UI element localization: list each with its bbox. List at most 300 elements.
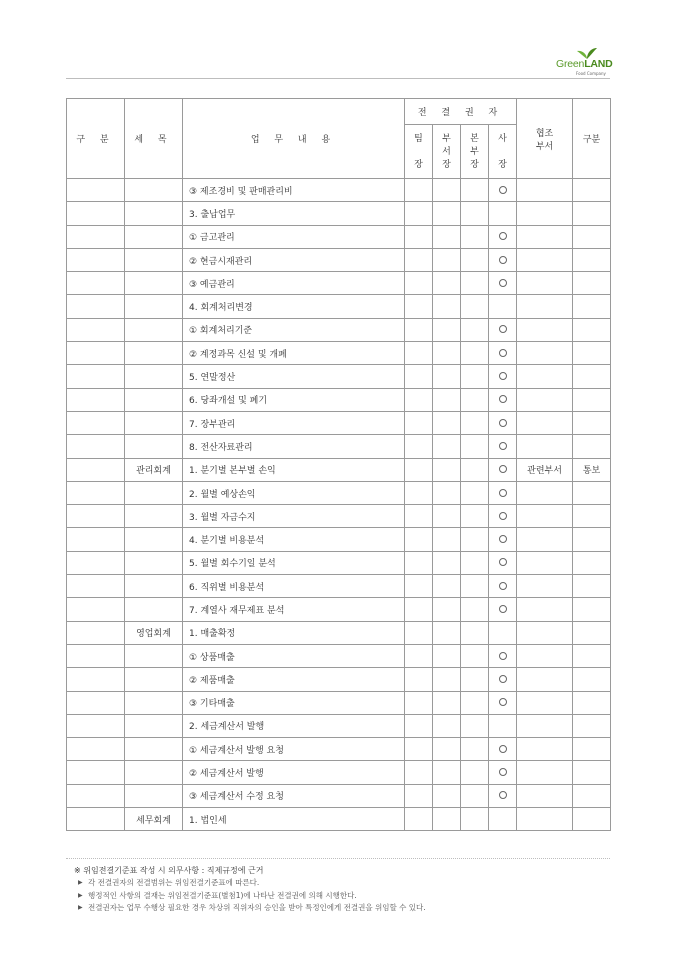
- cell-approval-dept: [433, 598, 461, 621]
- cell-category: [67, 644, 125, 667]
- cell-kind: [573, 598, 611, 621]
- notes-list: [74, 877, 604, 915]
- cell-category: [67, 784, 125, 807]
- cell-approval-pres: [489, 644, 517, 667]
- approval-circle-icon: [499, 279, 507, 287]
- cell-coop-dept: [517, 481, 573, 504]
- cell-approval-team: [405, 318, 433, 341]
- cell-subject: [125, 411, 183, 434]
- cell-category: [67, 435, 125, 458]
- cell-approval-pres: [489, 179, 517, 202]
- cell-content: 8. 전산자료관리: [183, 435, 405, 458]
- cell-approval-div: [461, 575, 489, 598]
- cell-approval-pres: [489, 551, 517, 574]
- cell-approval-div: [461, 528, 489, 551]
- table-row: [67, 411, 611, 434]
- cell-subject: [125, 668, 183, 691]
- cell-kind: [573, 738, 611, 761]
- cell-category: [67, 808, 125, 831]
- cell-category: [67, 225, 125, 248]
- cell-coop-dept: [517, 644, 573, 667]
- cell-category: [67, 365, 125, 388]
- cell-approval-div: [461, 668, 489, 691]
- cell-approval-pres: [489, 575, 517, 598]
- cell-content: 1. 매출확정: [183, 621, 405, 644]
- cell-approval-team: [405, 458, 433, 481]
- cell-coop-dept: [517, 738, 573, 761]
- cell-content: ③ 기타매출: [183, 691, 405, 714]
- cell-approval-pres: [489, 481, 517, 504]
- cell-content: ② 현금시재관리: [183, 248, 405, 271]
- cell-subject: [125, 551, 183, 574]
- cell-approval-team: [405, 528, 433, 551]
- cell-content: 4. 회계처리변경: [183, 295, 405, 318]
- cell-category: [67, 598, 125, 621]
- approval-circle-icon: [499, 442, 507, 450]
- cell-category: [67, 318, 125, 341]
- table-row: [67, 318, 611, 341]
- cell-approval-pres: [489, 388, 517, 411]
- cell-approval-team: [405, 272, 433, 295]
- table-row: [67, 668, 611, 691]
- cell-kind: [573, 644, 611, 667]
- approval-circle-icon: [499, 605, 507, 613]
- cell-approval-div: [461, 388, 489, 411]
- cell-approval-team: [405, 435, 433, 458]
- cell-approval-dept: [433, 225, 461, 248]
- cell-content: 2. 세금계산서 발행: [183, 714, 405, 737]
- approval-circle-icon: [499, 186, 507, 194]
- cell-approval-dept: [433, 481, 461, 504]
- cell-approval-dept: [433, 808, 461, 831]
- cell-coop-dept: [517, 225, 573, 248]
- cell-approval-team: [405, 481, 433, 504]
- cell-approval-div: [461, 179, 489, 202]
- cell-category: [67, 575, 125, 598]
- cell-subject: [125, 575, 183, 598]
- cell-coop-dept: [517, 505, 573, 528]
- cell-kind: [573, 318, 611, 341]
- bullet-triangle-icon: ▶: [78, 904, 83, 911]
- cell-coop-dept: [517, 365, 573, 388]
- cell-approval-pres: [489, 714, 517, 737]
- cell-kind: [573, 575, 611, 598]
- cell-kind: [573, 435, 611, 458]
- table-row: [67, 388, 611, 411]
- cell-kind: [573, 179, 611, 202]
- cell-approval-team: [405, 248, 433, 271]
- cell-approval-div: [461, 784, 489, 807]
- cell-category: [67, 691, 125, 714]
- header-president: 사 장: [489, 125, 517, 179]
- table-row: [67, 435, 611, 458]
- cell-category: [67, 505, 125, 528]
- cell-approval-div: [461, 435, 489, 458]
- table-row: [67, 808, 611, 831]
- table-row: [67, 784, 611, 807]
- footer-divider: [66, 858, 610, 859]
- note-item: ▶ 각 전결권자의 전결범위는 위임전결기준표에 따른다.: [74, 877, 604, 890]
- cell-approval-pres: [489, 342, 517, 365]
- cell-subject: [125, 481, 183, 504]
- cell-approval-div: [461, 458, 489, 481]
- cell-approval-dept: [433, 435, 461, 458]
- cell-approval-team: [405, 738, 433, 761]
- cell-category: [67, 295, 125, 318]
- cell-coop-dept: [517, 318, 573, 341]
- cell-approval-dept: [433, 668, 461, 691]
- table-row: [67, 295, 611, 318]
- cell-subject: [125, 225, 183, 248]
- cell-kind: [573, 551, 611, 574]
- header-content: 업 무 내 용: [183, 99, 405, 179]
- cell-approval-pres: [489, 808, 517, 831]
- table-row: [67, 458, 611, 481]
- cell-category: [67, 738, 125, 761]
- cell-approval-dept: [433, 575, 461, 598]
- cell-content: ① 세금계산서 발행 요청: [183, 738, 405, 761]
- cell-approval-dept: [433, 784, 461, 807]
- cell-approval-dept: [433, 551, 461, 574]
- cell-approval-dept: [433, 342, 461, 365]
- approval-circle-icon: [499, 489, 507, 497]
- cell-approval-team: [405, 295, 433, 318]
- cell-approval-pres: [489, 411, 517, 434]
- cell-kind: [573, 784, 611, 807]
- cell-coop-dept: [517, 272, 573, 295]
- cell-content: ② 제품매출: [183, 668, 405, 691]
- cell-content: ② 세금계산서 발행: [183, 761, 405, 784]
- cell-content: 1. 법인세: [183, 808, 405, 831]
- cell-category: [67, 761, 125, 784]
- cell-subject: 세무회계: [125, 808, 183, 831]
- cell-content: ③ 세금계산서 수정 요청: [183, 784, 405, 807]
- cell-approval-pres: [489, 248, 517, 271]
- table-row: [67, 505, 611, 528]
- cell-approval-div: [461, 808, 489, 831]
- bullet-triangle-icon: ▶: [78, 891, 83, 899]
- cell-approval-div: [461, 202, 489, 225]
- cell-approval-dept: [433, 644, 461, 667]
- cell-coop-dept: [517, 668, 573, 691]
- cell-approval-dept: [433, 505, 461, 528]
- approval-circle-icon: [499, 791, 507, 799]
- cell-approval-team: [405, 761, 433, 784]
- cell-category: [67, 668, 125, 691]
- cell-kind: [573, 808, 611, 831]
- cell-subject: [125, 272, 183, 295]
- cell-approval-pres: [489, 365, 517, 388]
- cell-subject: [125, 365, 183, 388]
- approval-circle-icon: [499, 256, 507, 264]
- table-row: [67, 644, 611, 667]
- cell-approval-div: [461, 365, 489, 388]
- cell-subject: [125, 179, 183, 202]
- cell-approval-team: [405, 714, 433, 737]
- approval-circle-icon: [499, 232, 507, 240]
- table-row: [67, 621, 611, 644]
- cell-content: ② 계정과목 신설 및 개폐: [183, 342, 405, 365]
- cell-approval-team: [405, 365, 433, 388]
- cell-content: ③ 예금관리: [183, 272, 405, 295]
- cell-approval-div: [461, 598, 489, 621]
- cell-subject: [125, 691, 183, 714]
- cell-approval-div: [461, 481, 489, 504]
- cell-approval-dept: [433, 248, 461, 271]
- table-row: [67, 225, 611, 248]
- approval-circle-icon: [499, 465, 507, 473]
- cell-content: 7. 장부관리: [183, 411, 405, 434]
- cell-category: [67, 202, 125, 225]
- cell-approval-team: [405, 784, 433, 807]
- cell-approval-div: [461, 551, 489, 574]
- cell-approval-dept: [433, 295, 461, 318]
- table-row: [67, 272, 611, 295]
- cell-subject: [125, 505, 183, 528]
- cell-approval-team: [405, 621, 433, 644]
- table-row: [67, 202, 611, 225]
- cell-category: [67, 179, 125, 202]
- table-row: [67, 528, 611, 551]
- table-row: [67, 342, 611, 365]
- cell-approval-pres: [489, 761, 517, 784]
- cell-coop-dept: [517, 714, 573, 737]
- logo-tagline: Food Company: [576, 71, 606, 76]
- cell-coop-dept: [517, 248, 573, 271]
- cell-approval-pres: [489, 738, 517, 761]
- cell-approval-dept: [433, 738, 461, 761]
- table-row: [67, 551, 611, 574]
- header-subject: 세 목: [125, 99, 183, 179]
- cell-coop-dept: [517, 551, 573, 574]
- approval-circle-icon: [499, 372, 507, 380]
- cell-approval-div: [461, 272, 489, 295]
- cell-approval-div: [461, 318, 489, 341]
- cell-approval-div: [461, 714, 489, 737]
- cell-approval-div: [461, 248, 489, 271]
- cell-category: [67, 714, 125, 737]
- cell-coop-dept: [517, 528, 573, 551]
- cell-subject: [125, 784, 183, 807]
- cell-approval-div: [461, 738, 489, 761]
- cell-category: [67, 481, 125, 504]
- cell-subject: [125, 248, 183, 271]
- cell-approval-pres: [489, 318, 517, 341]
- approval-circle-icon: [499, 745, 507, 753]
- cell-kind: [573, 691, 611, 714]
- cell-category: [67, 342, 125, 365]
- cell-kind: [573, 248, 611, 271]
- cell-kind: [573, 342, 611, 365]
- cell-approval-team: [405, 691, 433, 714]
- cell-approval-pres: [489, 691, 517, 714]
- cell-approval-dept: [433, 202, 461, 225]
- cell-kind: [573, 761, 611, 784]
- delegation-table: [66, 98, 611, 831]
- cell-approval-pres: [489, 505, 517, 528]
- cell-kind: [573, 388, 611, 411]
- cell-coop-dept: [517, 295, 573, 318]
- cell-content: 4. 분기별 비용분석: [183, 528, 405, 551]
- cell-approval-pres: [489, 668, 517, 691]
- header-division-head: 본 부 장: [461, 125, 489, 179]
- table-row: [67, 365, 611, 388]
- cell-approval-team: [405, 644, 433, 667]
- greenland-logo: [556, 47, 616, 75]
- logo-wordmark: GreenLAND: [556, 58, 613, 70]
- cell-subject: [125, 295, 183, 318]
- cell-category: [67, 621, 125, 644]
- cell-subject: [125, 714, 183, 737]
- cell-approval-div: [461, 342, 489, 365]
- cell-subject: [125, 761, 183, 784]
- cell-coop-dept: [517, 784, 573, 807]
- cell-approval-dept: [433, 318, 461, 341]
- header-divider: [66, 78, 610, 79]
- cell-coop-dept: [517, 761, 573, 784]
- cell-content: 3. 출납업무: [183, 202, 405, 225]
- cell-approval-dept: [433, 388, 461, 411]
- cell-approval-div: [461, 411, 489, 434]
- table-row: [67, 598, 611, 621]
- cell-subject: [125, 435, 183, 458]
- cell-approval-dept: [433, 691, 461, 714]
- cell-kind: [573, 528, 611, 551]
- approval-circle-icon: [499, 419, 507, 427]
- cell-kind: [573, 272, 611, 295]
- approval-circle-icon: [499, 349, 507, 357]
- cell-approval-div: [461, 621, 489, 644]
- cell-approval-dept: [433, 411, 461, 434]
- cell-kind: [573, 668, 611, 691]
- cell-approval-div: [461, 644, 489, 667]
- cell-approval-div: [461, 761, 489, 784]
- header-category: 구 분: [67, 99, 125, 179]
- header-team-leader: 팀 장: [405, 125, 433, 179]
- cell-approval-pres: [489, 225, 517, 248]
- approval-circle-icon: [499, 512, 507, 520]
- cell-approval-team: [405, 575, 433, 598]
- cell-approval-pres: [489, 272, 517, 295]
- table-row: [67, 575, 611, 598]
- cell-approval-pres: [489, 458, 517, 481]
- table-row: [67, 691, 611, 714]
- cell-coop-dept: [517, 435, 573, 458]
- cell-kind: [573, 481, 611, 504]
- cell-approval-pres: [489, 528, 517, 551]
- cell-coop-dept: [517, 179, 573, 202]
- cell-subject: [125, 644, 183, 667]
- cell-content: 6. 직위별 비용분석: [183, 575, 405, 598]
- cell-approval-dept: [433, 528, 461, 551]
- header-approval-group: 전 결 권 자: [405, 99, 517, 125]
- cell-subject: [125, 318, 183, 341]
- cell-approval-team: [405, 388, 433, 411]
- cell-approval-team: [405, 808, 433, 831]
- cell-coop-dept: 관련부서: [517, 458, 573, 481]
- approval-circle-icon: [499, 535, 507, 543]
- cell-category: [67, 458, 125, 481]
- cell-approval-dept: [433, 761, 461, 784]
- cell-subject: [125, 388, 183, 411]
- cell-coop-dept: [517, 388, 573, 411]
- cell-approval-team: [405, 668, 433, 691]
- cell-approval-dept: [433, 365, 461, 388]
- approval-circle-icon: [499, 675, 507, 683]
- cell-category: [67, 248, 125, 271]
- cell-subject: [125, 342, 183, 365]
- cell-approval-div: [461, 505, 489, 528]
- header-dept-head: 부 서 장: [433, 125, 461, 179]
- cell-content: ① 상품매출: [183, 644, 405, 667]
- cell-approval-div: [461, 295, 489, 318]
- cell-category: [67, 411, 125, 434]
- cell-approval-team: [405, 342, 433, 365]
- cell-category: [67, 272, 125, 295]
- cell-kind: [573, 505, 611, 528]
- table-row: [67, 481, 611, 504]
- cell-category: [67, 528, 125, 551]
- cell-approval-pres: [489, 435, 517, 458]
- cell-content: 2. 월별 예상손익: [183, 481, 405, 504]
- note-item: ▶ 전결권자는 업무 수행상 필요한 경우 차상위 직위자의 승인을 받아 특정인에게 전결권을 위임할 수 있다.: [74, 902, 604, 915]
- cell-content: 6. 당좌개설 및 폐기: [183, 388, 405, 411]
- cell-kind: [573, 365, 611, 388]
- cell-approval-team: [405, 551, 433, 574]
- cell-approval-team: [405, 598, 433, 621]
- cell-kind: 통보: [573, 458, 611, 481]
- cell-approval-dept: [433, 272, 461, 295]
- cell-category: [67, 551, 125, 574]
- cell-kind: [573, 295, 611, 318]
- cell-subject: [125, 202, 183, 225]
- cell-content: ① 금고관리: [183, 225, 405, 248]
- cell-content: 3. 월별 자금수지: [183, 505, 405, 528]
- header-coop-dept: 협조 부서: [517, 99, 573, 179]
- cell-approval-dept: [433, 714, 461, 737]
- approval-circle-icon: [499, 582, 507, 590]
- table-row: [67, 761, 611, 784]
- bullet-triangle-icon: ▶: [78, 879, 83, 886]
- cell-kind: [573, 411, 611, 434]
- notes-title: ※ 위임전결기준표 작성 시 의무사항 : 직제규정에 근거: [74, 866, 264, 875]
- cell-subject: [125, 598, 183, 621]
- cell-approval-team: [405, 202, 433, 225]
- table-body: [67, 179, 611, 831]
- cell-approval-pres: [489, 598, 517, 621]
- approval-circle-icon: [499, 558, 507, 566]
- table-row: [67, 714, 611, 737]
- cell-content: ③ 제조경비 및 판매관리비: [183, 179, 405, 202]
- cell-approval-team: [405, 179, 433, 202]
- cell-category: [67, 388, 125, 411]
- cell-coop-dept: [517, 202, 573, 225]
- cell-content: ① 회계처리기준: [183, 318, 405, 341]
- cell-approval-team: [405, 411, 433, 434]
- approval-circle-icon: [499, 768, 507, 776]
- cell-coop-dept: [517, 808, 573, 831]
- cell-content: 5. 월별 회수기일 분석: [183, 551, 405, 574]
- approval-circle-icon: [499, 698, 507, 706]
- cell-approval-pres: [489, 621, 517, 644]
- notes-section: [74, 864, 604, 915]
- cell-approval-team: [405, 505, 433, 528]
- cell-subject: [125, 738, 183, 761]
- cell-subject: [125, 528, 183, 551]
- cell-content: 5. 연말정산: [183, 365, 405, 388]
- cell-coop-dept: [517, 598, 573, 621]
- cell-content: 1. 분기별 본부별 손익: [183, 458, 405, 481]
